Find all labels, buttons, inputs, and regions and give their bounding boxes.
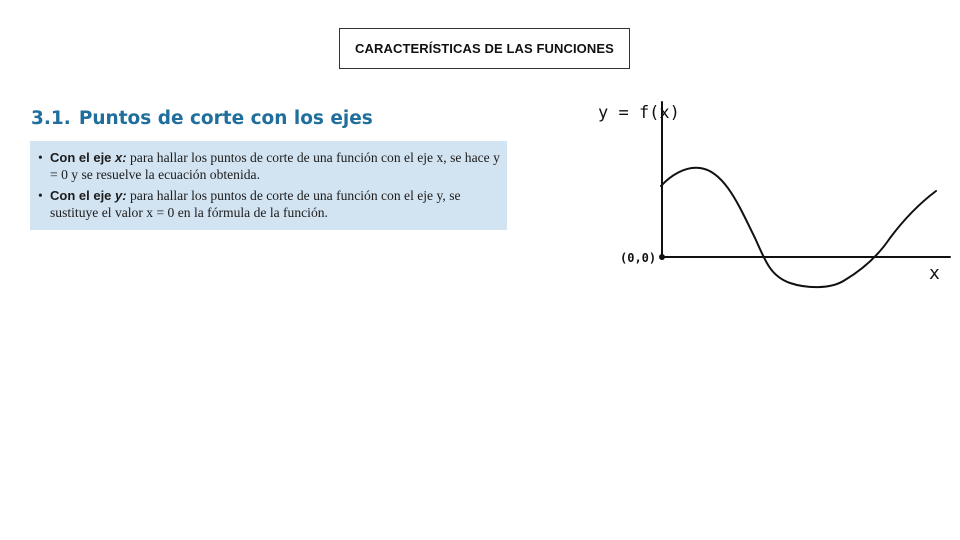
- info-box: [30, 141, 507, 230]
- item-lead: Con el eje y:: [50, 188, 127, 203]
- section-number: 3.1.: [31, 108, 71, 129]
- section-heading: [31, 108, 373, 129]
- item-text: para hallar los puntos de corte de una función con el eje x, se hace y = 0 y se resuelve la ecuación obtenida.: [50, 150, 500, 182]
- origin-label: (0,0): [620, 251, 657, 265]
- section-title: Puntos de corte con los ejes: [78, 108, 373, 129]
- y-axis-label: y = f(x): [598, 103, 680, 123]
- page-title: CARACTERÍSTICAS DE LAS FUNCIONES: [355, 41, 614, 56]
- x-axis-label: x: [929, 263, 940, 284]
- page-title-box: [339, 28, 630, 69]
- origin-point: [659, 254, 665, 260]
- item-lead: Con el eje x:: [50, 150, 127, 165]
- list-item: [38, 187, 501, 221]
- item-text: para hallar los puntos de corte de una función con el eje y, se sustituye el valor x = 0 en la fórmula de la función.: [50, 188, 461, 220]
- function-sketch: [590, 88, 955, 308]
- bullet-icon: •: [38, 188, 43, 203]
- list-item: [38, 149, 501, 183]
- function-curve: [661, 168, 936, 287]
- bullet-icon: •: [38, 150, 43, 165]
